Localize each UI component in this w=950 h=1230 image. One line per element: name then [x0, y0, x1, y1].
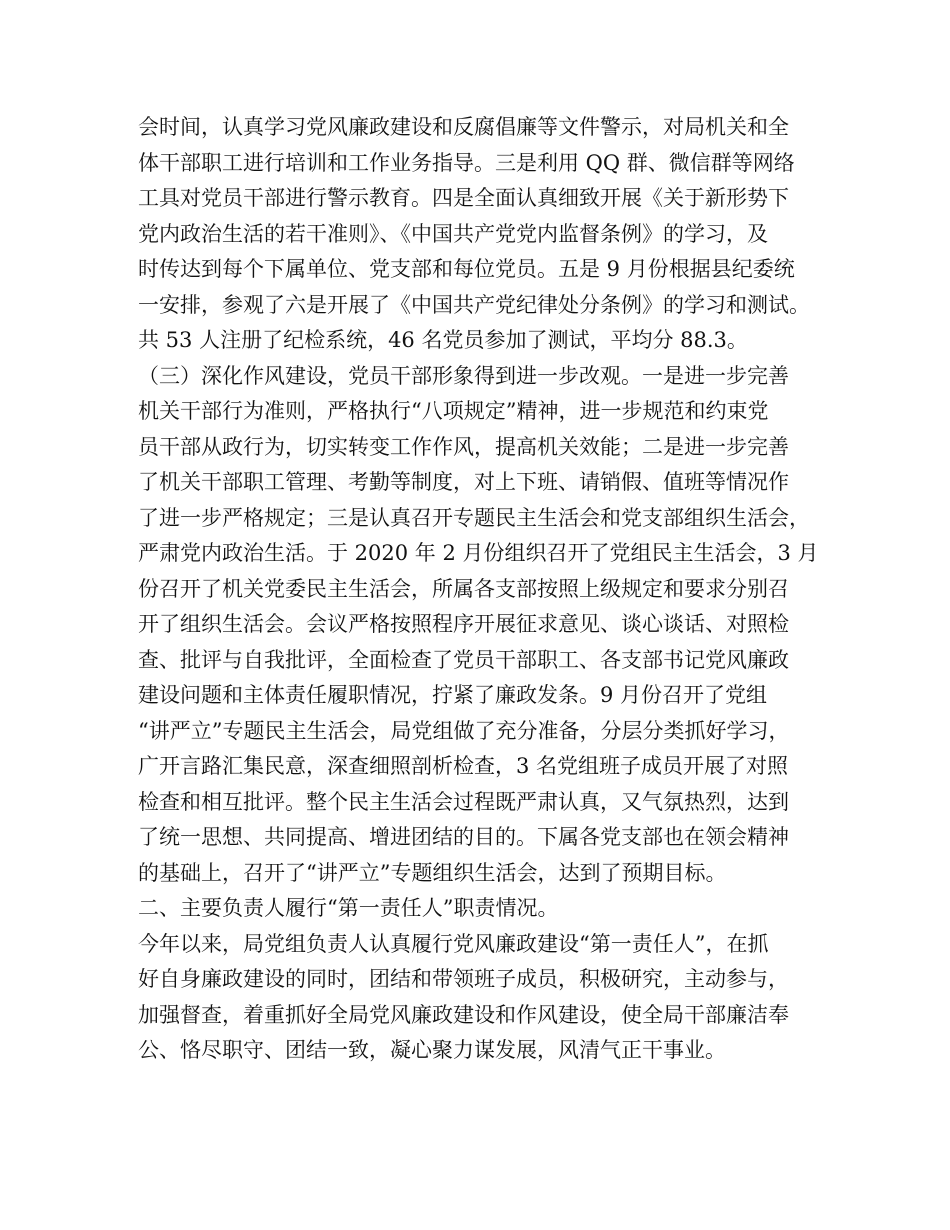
- text-line: 建设问题和主体责任履职情况，拧紧了廉政发条。9 月份召开了党组: [138, 683, 768, 707]
- text-line: 份召开了机关党委民主生活会，所属各支部按照上级规定和要求分别召: [138, 576, 789, 601]
- text-line: 了进一步严格规定；三是认真召开专题民主生活会和党支部组织生活会，: [138, 505, 810, 530]
- text-line: 严肃党内政治生活。于 2020 年 2 月份组织召开了党组民主生活会，3 月: [138, 541, 819, 565]
- section-heading-line: 二、主要负责人履行“第一责任人”职责情况。: [138, 896, 559, 920]
- text-line: 开了组织生活会。会议严格按照程序开展征求意见、谈心谈话、对照检: [138, 612, 789, 636]
- text-line: 今年以来，局党组负责人认真履行党风廉政建设“第一责任人”，在抓: [138, 931, 769, 956]
- text-line: 好自身廉政建设的同时，团结和带领班子成员，积极研究，主动参与，: [138, 967, 789, 991]
- text-line: 时传达到每个下属单位、党支部和每位党员。五是 9 月份根据县纪委统: [138, 257, 795, 281]
- text-line: 工具对党员干部进行警示教育。四是全面认真细致开展《关于新形势下: [138, 186, 789, 210]
- text-line: 党内政治生活的若干准则》、《中国共产党党内监督条例》的学习，及: [138, 221, 768, 246]
- text-line: 检查和相互批评。整个民主生活会过程既严肃认真，又气氛热烈，达到: [138, 789, 789, 814]
- text-line: 会时间，认真学习党风廉政建设和反腐倡廉等文件警示，对局机关和全: [138, 115, 789, 139]
- text-line: 共 53 人注册了纪检系统，46 名党员参加了测试，平均分 88.3。: [138, 328, 748, 352]
- text-line: 机关干部行为准则，严格执行“八项规定”精神，进一步规范和约束党: [138, 399, 769, 423]
- text-line: 了机关干部职工管理、考勤等制度，对上下班、请销假、值班等情况作: [138, 470, 789, 494]
- text-line: 了统一思想、共同提高、增进团结的目的。下属各党支部也在领会精神: [138, 825, 789, 849]
- text-line: 广开言路汇集民意，深查细照剖析检查，3 名党组班子成员开展了对照: [138, 754, 789, 778]
- text-line: 公、恪尽职守、团结一致，凝心聚力谋发展，风清气正干事业。: [138, 1038, 726, 1062]
- text-line: 体干部职工进行培训和工作业务指导。三是利用 QQ 群、微信群等网络: [138, 150, 795, 175]
- body-text: [138, 110, 838, 1069]
- text-line: 加强督查，着重抓好全局党风廉政建设和作风建设，使全局干部廉洁奉: [138, 1002, 789, 1027]
- text-line: 员干部从政行为，切实转变工作作风，提高机关效能；二是进一步完善: [138, 434, 789, 459]
- text-line: 一安排，参观了六是开展了《中国共产党纪律处分条例》的学习和测试。: [138, 292, 810, 317]
- section-heading-line: （三）深化作风建设，党员干部形象得到进一步改观。一是进一步完善: [138, 363, 789, 388]
- text-line: 的基础上，召开了“讲严立”专题组织生活会，达到了预期目标。: [138, 860, 727, 885]
- text-line: “讲严立”专题民主生活会，局党组做了充分准备，分层分类抓好学习，: [138, 718, 790, 743]
- text-line: 查、批评与自我批评，全面检查了党员干部职工、各支部书记党风廉政: [138, 647, 789, 672]
